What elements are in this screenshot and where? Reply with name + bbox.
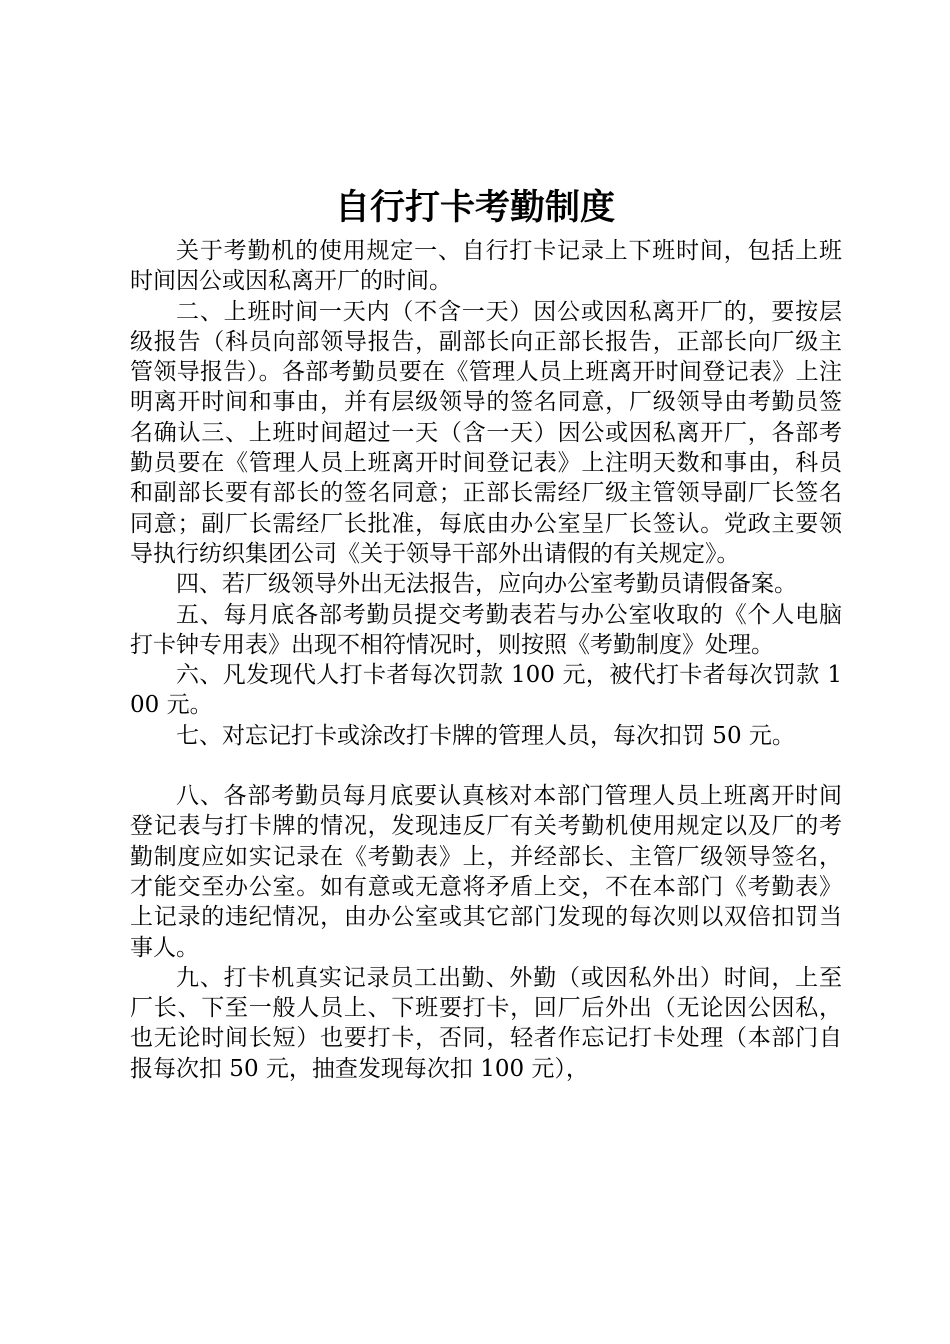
paragraph-1: 关于考勤机的使用规定一、自行打卡记录上下班时间，包括上班时间因公或因私离开厂的时间。 — [130, 238, 842, 295]
paragraph-9: 九、打卡机真实记录员工出勤、外勤（或因私外出）时间，上至厂长、下至一般人员上、下班要打卡，回厂后外出（无论因公因私，也无论时间长短）也要打卡，否同，轻者作忘记打卡处理（本部门自报每次扣 50 元，抽查发现每次扣 100 元）， — [130, 964, 842, 1082]
paragraph-7: 七、对忘记打卡或涂改打卡牌的管理人员，每次扣罚 50 元。 — [176, 722, 795, 749]
paragraph-5: 五、每月底各部考勤员提交考勤表若与办公室收取的《个人电脑打卡钟专用表》出现不相符情况时，则按照《考勤制度》处理。 — [130, 601, 842, 658]
paragraph-4: 四、若厂级领导外出无法报告，应向办公室考勤员请假备案。 — [176, 571, 797, 598]
document-body — [130, 236, 842, 1084]
paragraph-6: 六、凡发现代人打卡者每次罚款 100 元，被代打卡者每次罚款 100 元。 — [130, 662, 842, 719]
paragraph-2: 二、上班时间一天内（不含一天）因公或因私离开厂的，要按层级报告（科员向部领导报告，副部长向正部长报告，正部长向厂级主管领导报告）。各部考勤员要在《管理人员上班离开时间登记表》上注明离开时间和事由，并有层级领导的签名同意，厂级领导由考勤员签名确认三、上班时间超过一天（含一天）因公或因私离开厂，各部考勤员要在《管理人员上班离开时间登记表》上注明天数和事由，科员和副部长要有部长的签名同意；正部长需经厂级主管领导副厂长签名同意；副厂长需经厂长批准，每底由办公室呈厂长签认。党政主要领导执行纺织集团公司《关于领导干部外出请假的有关规定》。 — [130, 298, 842, 567]
paragraph-8: 八、各部考勤员每月底要认真核对本部门管理人员上班离开时间登记表与打卡牌的情况，发现违反厂有关考勤机使用规定以及厂的考勤制度应如实记录在《考勤表》上，并经部长、主管厂级领导签名，才能交至办公室。如有意或无意将矛盾上交，不在本部门《考勤表》上记录的违纪情况，由办公室或其它部门发现的每次则以双倍扣罚当事人。 — [130, 783, 842, 961]
document-title: 自行打卡考勤制度 — [334, 188, 615, 228]
